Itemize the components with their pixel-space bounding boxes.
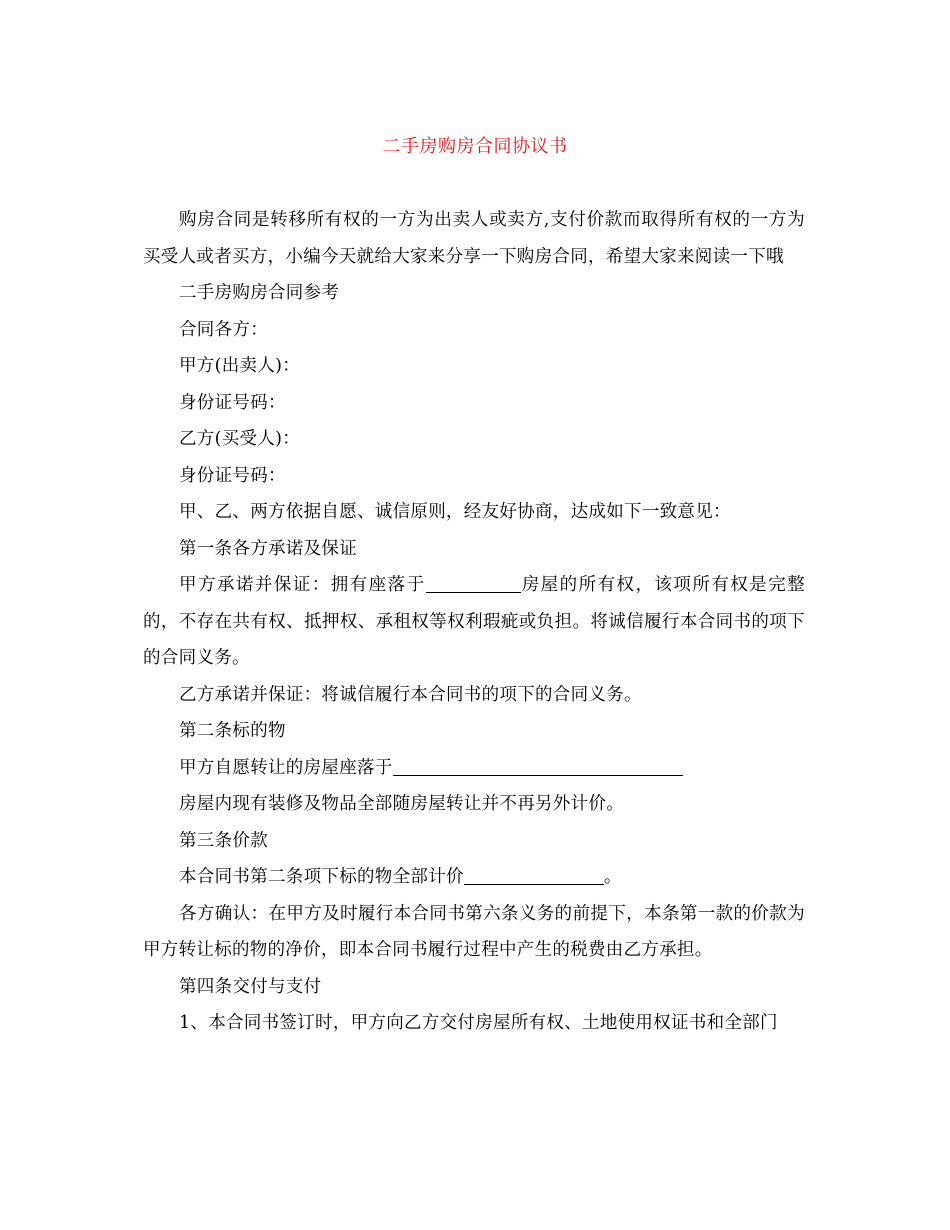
party-b-label: 乙方(买受人)： (179, 429, 301, 449)
article-4-item-1: 1、本合同书签订时，甲方向乙方交付房屋所有权、土地使用权证书和全部门 (179, 1013, 778, 1033)
article-4-title: 第四条交付与支付 (179, 976, 322, 997)
article-1-party-b-paragraph: 乙方承诺并保证：将诚信履行本合同书的项下的合同义务。 (179, 684, 642, 705)
agreement-paragraph: 甲、乙、两方依据自愿、诚信原则，经友好协商，达成如下一致意见： (179, 502, 731, 522)
document-body (143, 202, 805, 1042)
article-3-price-paragraph (143, 859, 805, 896)
article-2-fixtures-paragraph: 房屋内现有装修及物品全部随房屋转让并不再另外计价。 (179, 794, 624, 814)
article-1-a-text-start: 甲方承诺并保证：拥有座落于 (179, 575, 426, 595)
price-blank (464, 864, 604, 885)
party-b-id-label: 身份证号码： (179, 465, 286, 486)
article-2-location-paragraph (143, 750, 805, 787)
article-1-party-a-paragraph (143, 567, 805, 677)
parties-heading: 合同各方： (179, 319, 268, 340)
intro-paragraph: 购房合同是转移所有权的一方为出卖人或卖方,支付价款而取得所有权的一方为买受人或者买方，小编今天就给大家来分享一下购房合同，希望大家来阅读一下哦 (143, 210, 805, 267)
article-3-confirm-paragraph: 各方确认：在甲方及时履行本合同书第六条义务的前提下，本条第一款的价款为甲方转让标的物的净价，即本合同书履行过程中产生的税费由乙方承担。 (143, 903, 805, 960)
party-a-id-label: 身份证号码： (179, 392, 286, 413)
article-3-price-end: 。 (603, 867, 622, 887)
house-location-blank (393, 755, 683, 776)
article-3-price-text: 本合同书第二条项下标的物全部计价 (179, 867, 464, 887)
article-1-title: 第一条各方承诺及保证 (179, 538, 357, 559)
article-2-title: 第二条标的物 (179, 721, 286, 741)
article-3-title: 第三条价款 (179, 830, 268, 851)
document-title: 二手房购房合同协议书 (382, 136, 568, 157)
section-reference: 二手房购房合同参考 (179, 283, 340, 303)
article-2-location-text: 甲方自愿转让的房屋座落于 (179, 757, 393, 778)
location-blank (426, 572, 521, 593)
article-1-a-text-end: 房屋的所有权，该项所有权是完整的，不存在共有权、抵押权、承租权等权利瑕疵或负担。将诚信履行本合同书的项下的合同义务。 (143, 575, 806, 668)
party-a-label: 甲方(出卖人)： (179, 356, 301, 376)
